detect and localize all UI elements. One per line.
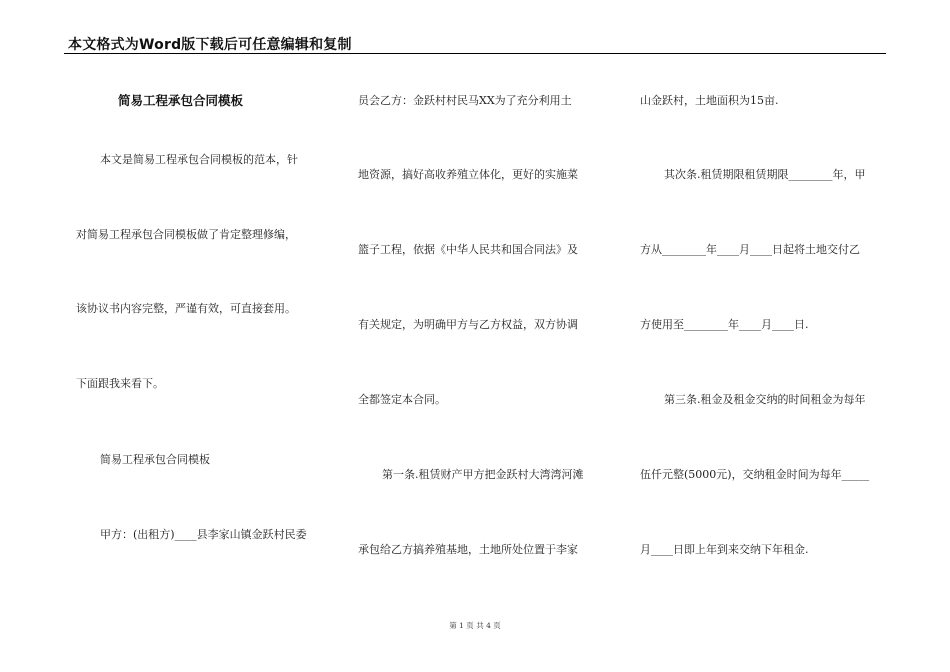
body-line: 其次条.租赁期限租赁期限________年，甲: [664, 168, 866, 181]
body-line: 地资源，搞好高收养殖立体化，更好的实施菜: [358, 168, 578, 181]
body-line: 全都签定本合同。: [358, 393, 446, 406]
section-heading: 简易工程承包合同模板: [100, 453, 210, 466]
body-line: 甲方：(出租方)____县李家山镇金跃村民委: [100, 528, 307, 541]
body-line: 有关规定，为明确甲方与乙方权益，双方协调: [358, 318, 578, 331]
body-line: 第三条.租金及租金交纳的时间租金为每年: [664, 393, 866, 406]
body-line: 第一条.租赁财产甲方把金跃村大湾湾河滩: [382, 468, 584, 481]
body-line: 下面跟我来看下。: [76, 377, 164, 390]
body-line: 方使用至________年____月____日.: [640, 318, 809, 331]
body-line: 对简易工程承包合同模板做了肯定整理修编，: [76, 228, 296, 241]
document-header: 本文格式为Word版下载后可任意编辑和复制: [68, 37, 352, 53]
body-line: 该协议书内容完整，严谨有效，可直接套用。: [76, 302, 296, 315]
body-line: 月____日即上年到来交纳下年租金.: [640, 543, 809, 556]
page-number-footer: 第 1 页 共 4 页: [449, 621, 501, 630]
body-line: 山金跃村，土地面积为15亩.: [640, 94, 779, 107]
body-line: 本文是简易工程承包合同模板的范本，针: [100, 153, 298, 166]
body-line: 伍仟元整(5000元)，交纳租金时间为每年_____: [640, 468, 870, 481]
document-title: 简易工程承包合同模板: [118, 93, 244, 108]
body-line: 员会乙方：金跃村村民马XX为了充分利用土: [358, 94, 572, 107]
body-line: 篮子工程，依据《中华人民共和国合同法》及: [358, 243, 578, 256]
header-divider: [64, 53, 886, 54]
body-line: 承包给乙方搞养殖基地，土地所处位置于李家: [358, 543, 578, 556]
body-line: 方从________年____月____日起将土地交付乙: [640, 243, 860, 256]
